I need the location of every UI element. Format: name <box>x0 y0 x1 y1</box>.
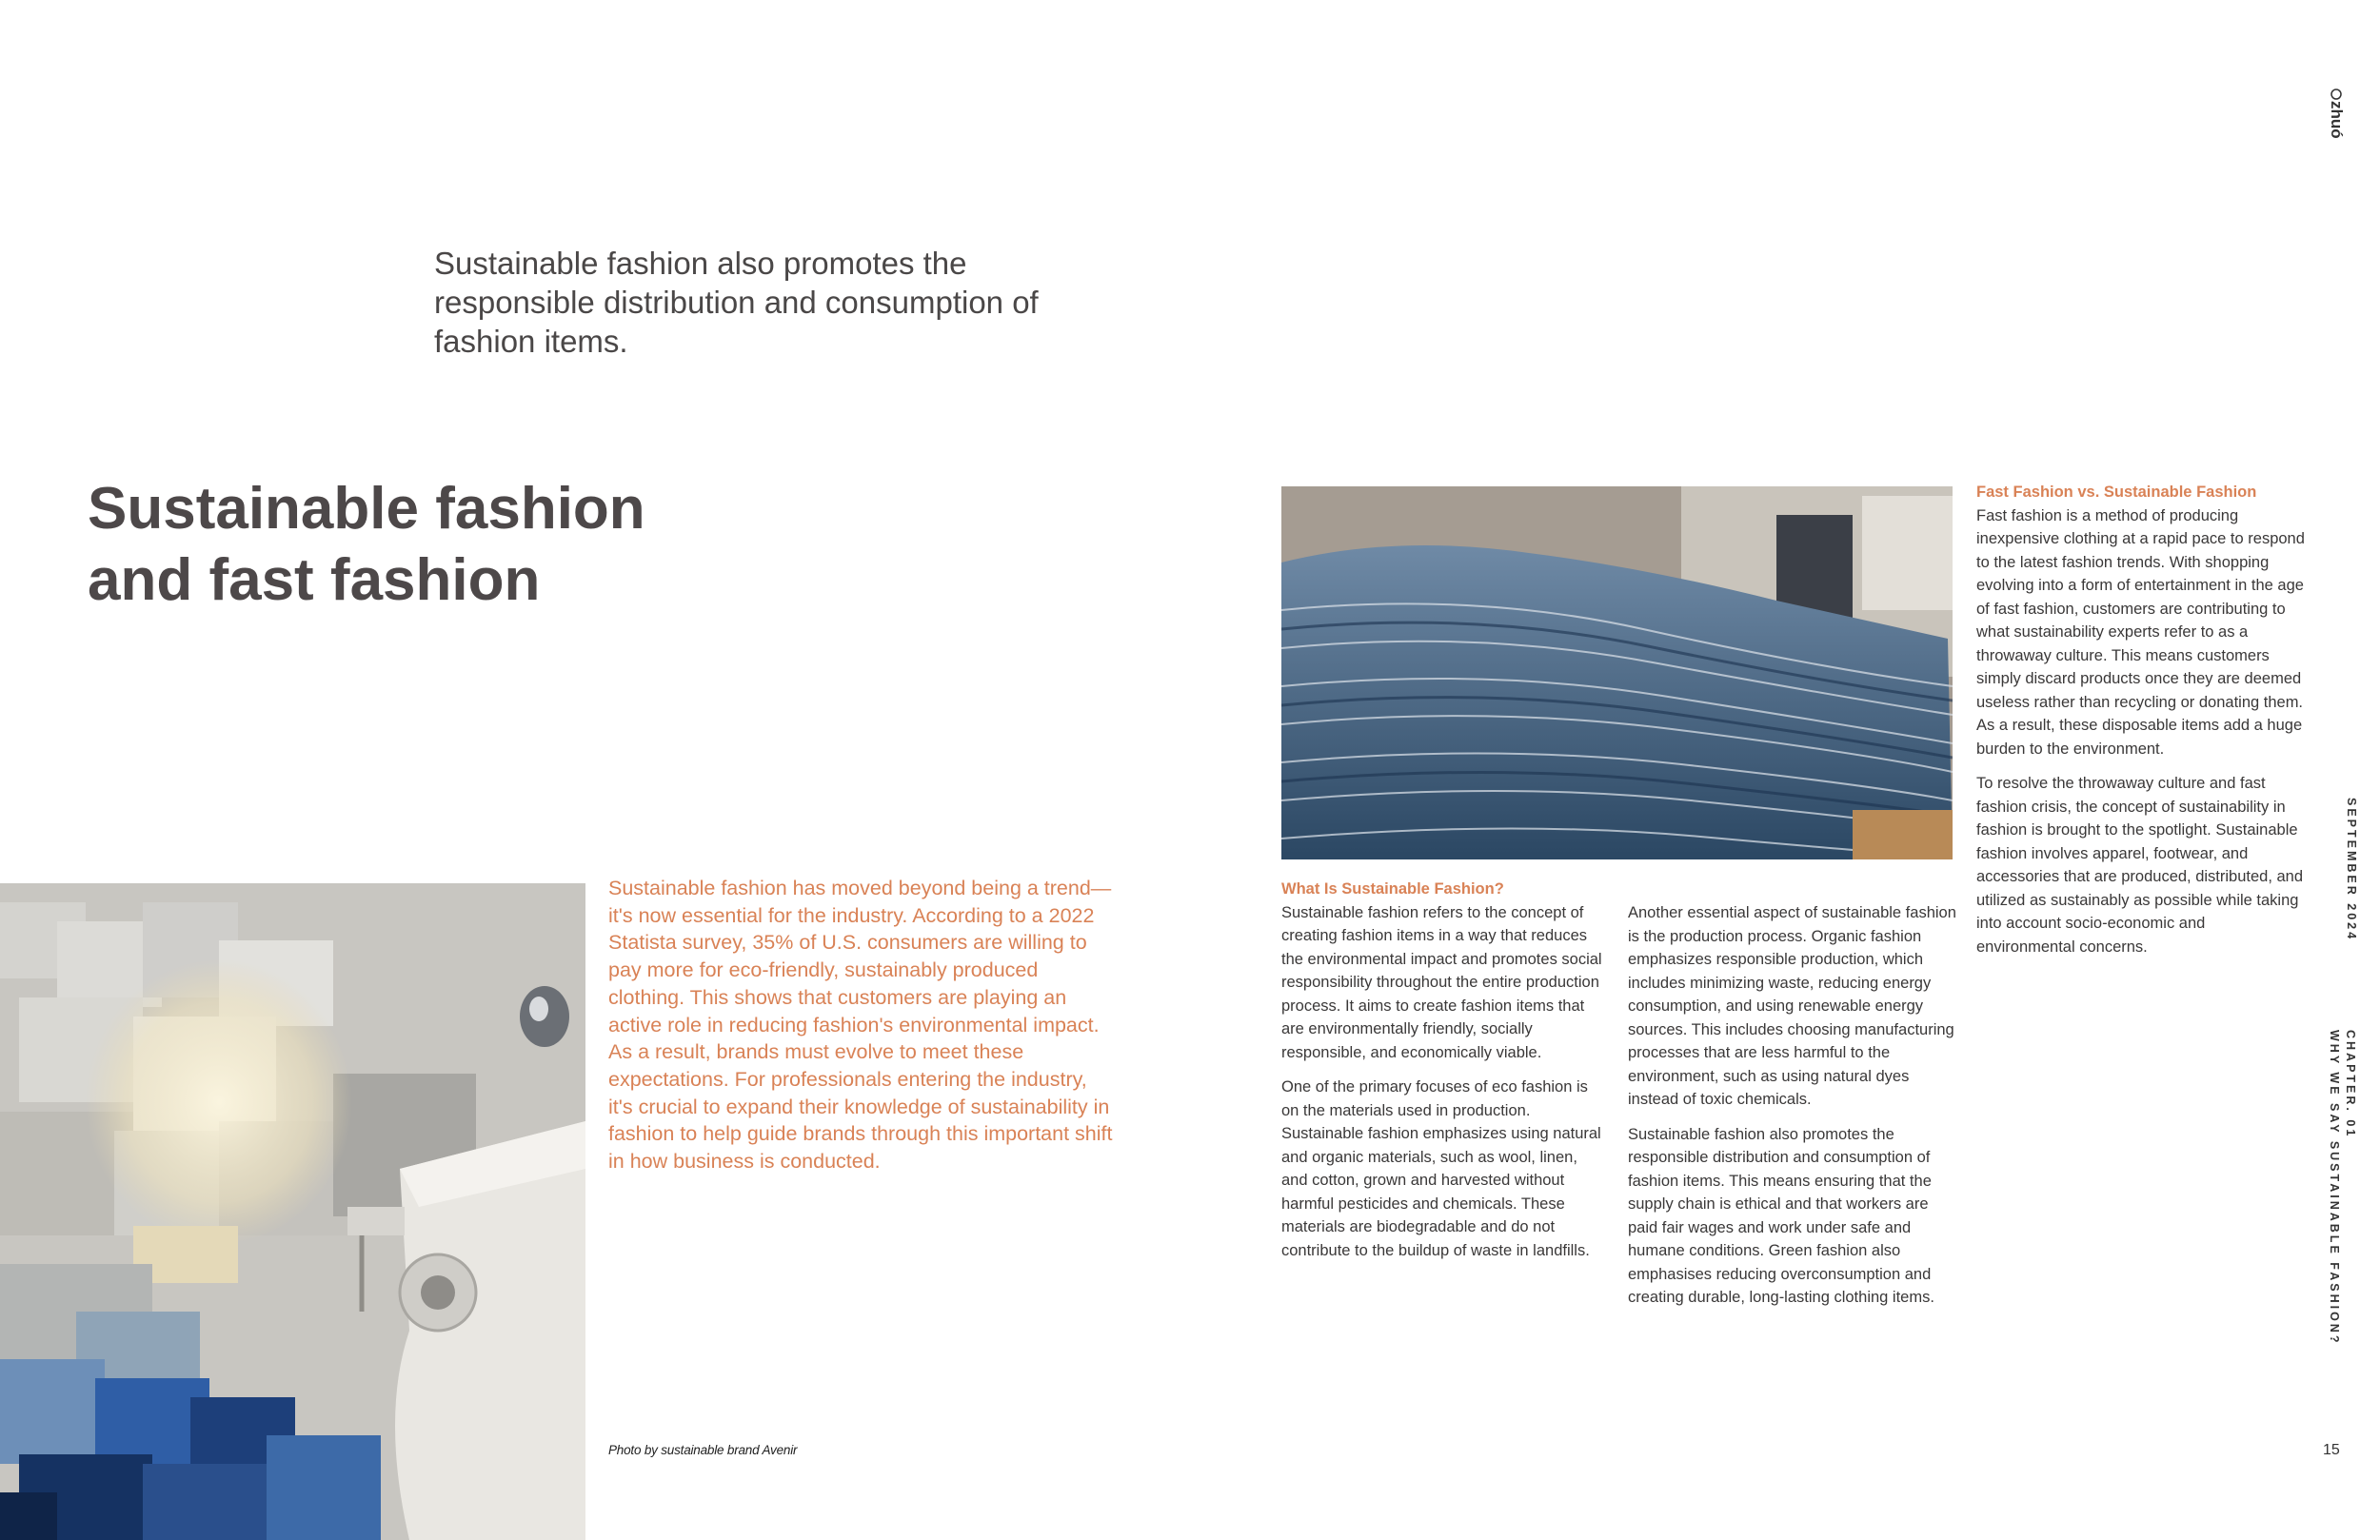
pull-quote: Sustainable fashion also promotes the responsible distribution and consumption of fashion items. <box>434 246 1039 359</box>
column1-paragraph-2: One of the primary focuses of eco fashion is on the materials used in production. Sustainable fashion emphasizes using natural and organic materials, such as wool, linen, and cotton, grown and harvested without harmful pesticides and chemicals. These materials are biodegradable and do not contribute to the buildup of waste in landfills. <box>1281 1078 1601 1259</box>
chapter-label <box>2326 1030 2358 1345</box>
column3-paragraph-1: Fast fashion is a method of producing inexpensive clothing at a rapid pace to respond to the latest fashion trends. With shopping evolving into a form of entertainment in the age of fast fashion, customers are contributing to what sustainability experts refer to as a throwaway culture. This means customers simply discard products once they are deemed useless rather than recycling or donating them. As a result, these disposable items add a huge burden to the environment. <box>1976 506 2305 758</box>
page-number: 15 <box>2323 1442 2340 1458</box>
column2-paragraph-2: Sustainable fashion also promotes the responsible distribution and consumption of fashion items. This means ensuring that the supply chain is ethical and that workers are paid fair wages and work under safe and humane conditions. Green fashion also emphasises reducing overconsumption and creating durable, long-lasting clothing items. <box>1628 1125 1934 1306</box>
photo-sewing-machine <box>0 883 585 1540</box>
column2-paragraph-1: Another essential aspect of sustainable fashion is the production process. Organic fashion emphasizes responsible production, which includes minimizing waste, reducing energy consumption, and using renewable energy sources. This includes choosing manufacturing processes that are less harmful to the environment, such as using natural dyes instead of toxic chemicals. <box>1628 904 1956 1108</box>
chapter-number: CHAPTER. 01 <box>2344 1030 2357 1139</box>
brand-logo <box>2319 84 2348 150</box>
page-title-line-2: and fast fashion <box>88 547 541 613</box>
column-what-is-sustainable-fashion <box>1281 878 1605 1273</box>
intro-paragraph: Sustainable fashion has moved beyond being a trend—it's now essential for the industry. According to a 2022 Statista survey, 35% of U.S. consumers are willing to pay more for eco-friendly, sustainably produced clothing. This shows that customers are playing an active role in reducing fashion's environmental impact. As a result, brands must evolve to meet these expectations. For professionals entering the industry, it's crucial to expand their knowledge of sustainability in fashion to help guide brands through this important shift in how business is conducted. <box>608 877 1113 1174</box>
photo-caption: Photo by sustainable brand Avenir <box>608 1443 798 1457</box>
column-production-distribution <box>1628 901 1956 1321</box>
issue-date-label: SEPTEMBER 2024 <box>2345 798 2358 942</box>
photo-denim-stack <box>1281 486 1953 859</box>
section-title-fast-vs-sustainable: Fast Fashion vs. Sustainable Fashion <box>1976 484 2257 501</box>
page-title <box>88 473 773 616</box>
chapter-title: WHY WE SAY SUSTAINABLE FASHION? <box>2328 1030 2341 1346</box>
column1-paragraph-1: Sustainable fashion refers to the concept of creating fashion items in a way that reduces the environmental impact and promotes social responsibility throughout the entire production process. It aims to create fashion items that are environmentally friendly, socially responsible, and economically viable. <box>1281 903 1602 1061</box>
column3-paragraph-2: To resolve the throwaway culture and fast fashion crisis, the concept of sustainability in fashion is brought to the spotlight. Sustainable fashion involves apparel, footwear, and accessories that are produced, distributed, and utilized as sustainably as possible while taking into account socio-economic and environmental concerns. <box>1976 775 2304 956</box>
section-title-what-is: What Is Sustainable Fashion? <box>1281 880 1504 898</box>
logo-text: zhuó <box>2328 101 2346 139</box>
column-fast-vs-sustainable <box>1976 481 2305 970</box>
page-title-line-1: Sustainable fashion <box>88 476 645 542</box>
